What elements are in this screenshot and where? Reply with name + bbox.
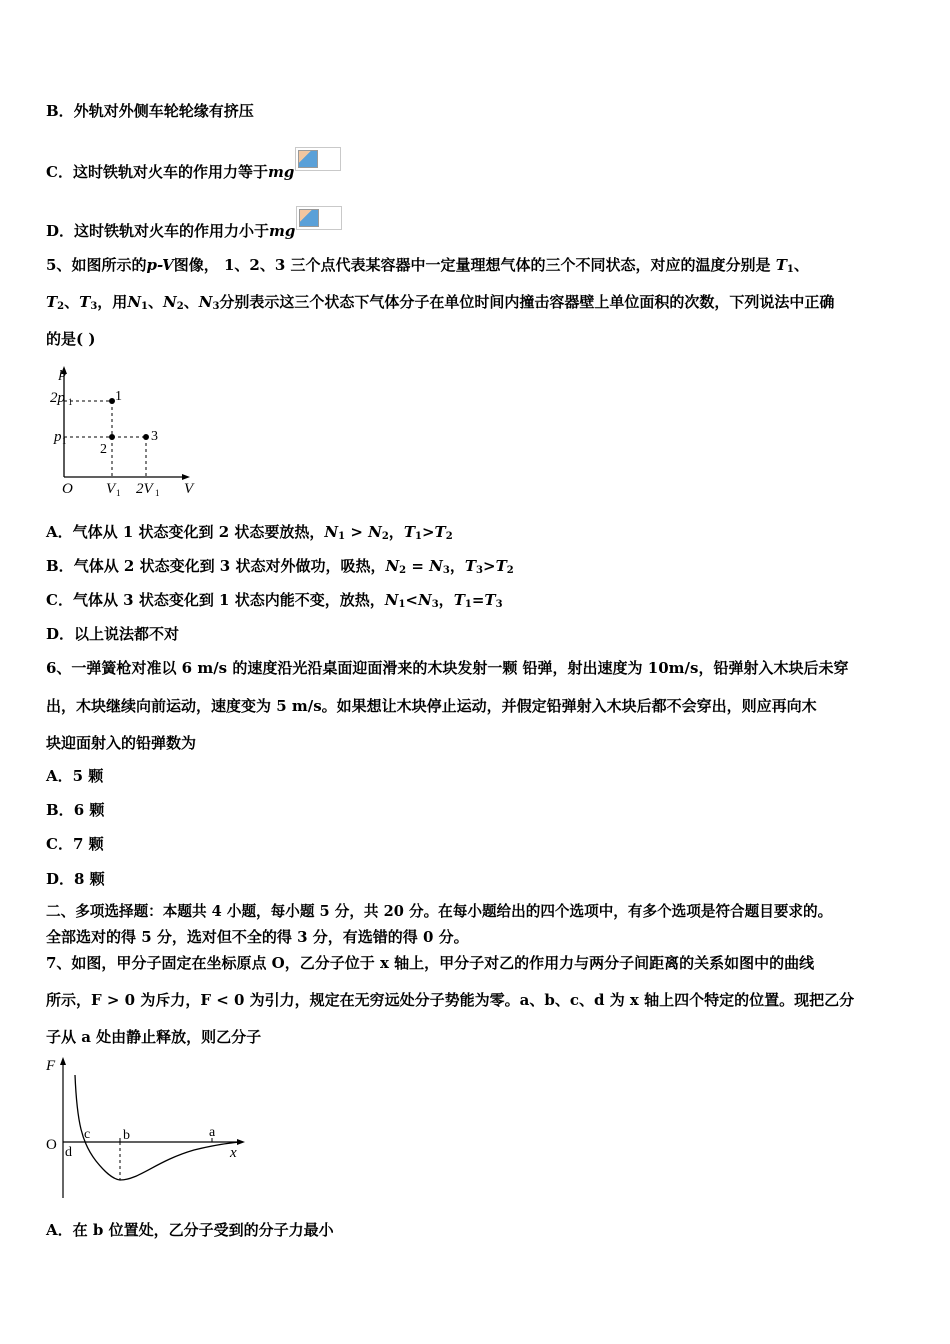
point-3 (143, 434, 149, 440)
axis-f-label: F (46, 1058, 56, 1074)
q4-option-d: D．这时铁轨对火车的作用力小于mg (46, 206, 342, 241)
broken-image-icon (296, 206, 342, 230)
tick-2p-sub: 1 (68, 397, 73, 407)
origin-label: O (46, 1137, 57, 1153)
q5-stem-line2: $T_2$、$T_3$，用$N_1$、$N_2$、$N_3$分别表示这三个状态下气体分子在单位时间内撞击容器壁上单位面积的次数，下列说法中正确 (46, 293, 835, 312)
pv-graph (44, 362, 204, 500)
tick-2v: 2V (136, 481, 153, 497)
force-curve (75, 1075, 240, 1180)
force-distance-graph (44, 1053, 254, 1205)
q7-stem-line2: 所示，F > 0 为斥力，F < 0 为引力，规定在无穷远处分子势能为零。a、b、c、d 为 x 轴上四个特定的位置。现把乙分 (46, 991, 855, 1009)
tick-v-sub: 1 (116, 488, 121, 498)
q5-stem-line3: 的是( ) (46, 330, 96, 348)
q7-option-a: A．在 b 位置处，乙分子受到的分子力最小 (46, 1221, 334, 1239)
q4-option-b: B．外轨对外侧车轮轮缘有挤压 (46, 102, 254, 120)
q6-stem-line2: 出，木块继续向前运动，速度变为 5 m/s。如果想让木块停止运动，并假定铅弹射入木块后都不会穿出，则应再向木 (46, 697, 817, 715)
tick-2v-sub: 1 (155, 488, 160, 498)
q5-stem-line1: 5、如图所示的p-V图像， 1、2、3 三个点代表某容器中一定量理想气体的三个不同状态，对应的温度分别是 $T_1$、 (46, 256, 809, 275)
q6-stem-line1: 6、一弹簧枪对准以 6 m/s 的速度沿光沿桌面迎面滑来的木块发射一颗 铅弹，射出速度为 10m/s，铅弹射入木块后未穿 (46, 659, 849, 677)
point-2-label: 2 (100, 442, 107, 457)
axis-x-label: x (230, 1145, 237, 1161)
q7-stem-line3: 子从 a 处由静止释放，则乙分子 (46, 1028, 262, 1046)
point-b-label: b (123, 1128, 130, 1143)
point-1-label: 1 (115, 389, 122, 404)
point-d-label: d (65, 1145, 72, 1160)
axis-p-label: p (59, 365, 67, 381)
broken-image-icon (295, 147, 341, 171)
q5-option-b: B．气体从 2 状态变化到 3 状态对外做功，吸热，$N_2 = N_3$，$T_3>T_2$ (46, 557, 514, 576)
point-3-label: 3 (151, 429, 158, 444)
axis-v-label: V (184, 481, 194, 497)
q6-stem-line3: 块迎面射入的铅弹数为 (46, 734, 197, 752)
tick-v: V (106, 481, 116, 497)
tick-2p: 2p (50, 390, 65, 406)
point-c-label: c (84, 1127, 91, 1142)
origin-label: O (62, 481, 73, 497)
q6-option-b: B．6 颗 (46, 801, 105, 819)
point-2 (109, 434, 115, 440)
q7-stem-line1: 7、如图，甲分子固定在坐标原点 O，乙分子位于 x 轴上，甲分子对乙的作用力与两分子间距离的关系如图中的曲线 (46, 954, 815, 972)
q6-option-d: D．8 颗 (46, 870, 105, 888)
section2-heading-line2: 全部选对的得 5 分，选对但不全的得 3 分，有选错的得 0 分。 (46, 928, 469, 946)
tick-p: p (54, 429, 62, 445)
q6-option-c: C．7 颗 (46, 835, 104, 853)
q5-option-d: D．以上说法都不对 (46, 625, 180, 643)
q5-option-c: C．气体从 3 状态变化到 1 状态内能不变，放热，$N_1<N_3$，$T_1=T_3$ (46, 591, 503, 610)
point-a-label: a (209, 1125, 216, 1140)
q6-option-a: A．5 颗 (46, 767, 104, 785)
section2-heading-line1: 二、多项选择题：本题共 4 小题，每小题 5 分，共 20 分。在每小题给出的四个选项中，有多个选项是符合题目要求的。 (46, 903, 833, 920)
q5-option-a: A．气体从 1 状态变化到 2 状态要放热，$N_1 > N_2$，$T_1>T_2$ (46, 523, 453, 542)
tick-p-sub: 1 (62, 436, 67, 446)
q4-option-c: C．这时铁轨对火车的作用力等于mg (46, 147, 341, 182)
